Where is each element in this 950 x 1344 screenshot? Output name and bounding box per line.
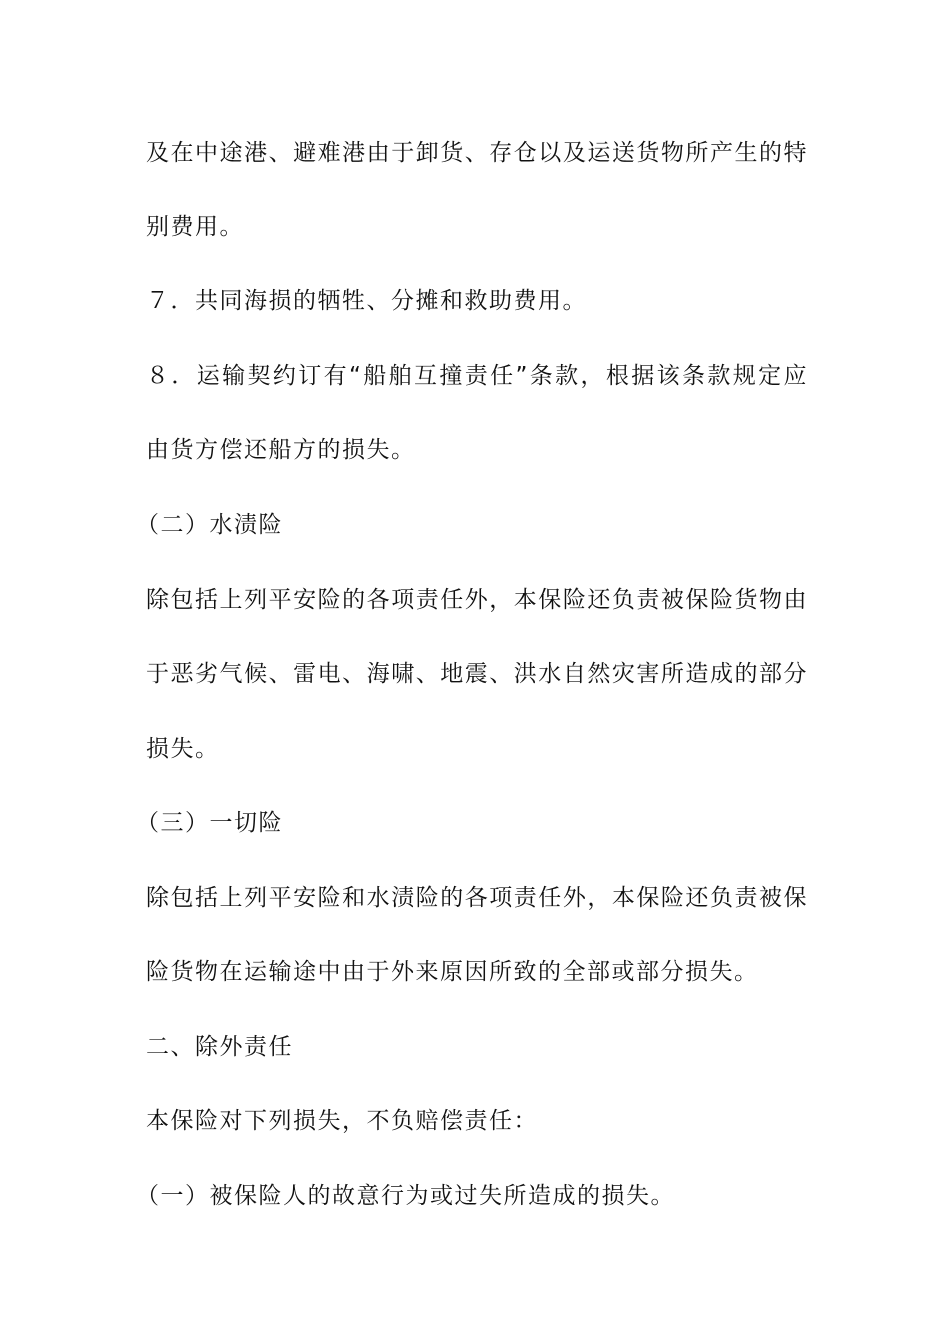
paragraph-line: 及在中途港、避难港由于卸货、存仓以及运送货物所产生的特 xyxy=(146,140,808,166)
exclusion-item-1: （一）被保险人的故意行为或过失所造成的损失。 xyxy=(136,1183,675,1209)
paragraph-line: 由货方偿还船方的损失。 xyxy=(146,437,416,463)
list-item-8: ８．运输契约订有“船舶互撞责任”条款，根据该条款规定应 xyxy=(146,363,808,389)
paragraph-line: 除包括上列平安险的各项责任外，本保险还负责被保险货物由 xyxy=(146,587,808,613)
paragraph-line: 损失。 xyxy=(146,736,220,762)
section-heading-all-risks: （三）一切险 xyxy=(136,810,283,836)
paragraph-line: 别费用。 xyxy=(146,214,244,240)
section-heading-water-damage: （二）水渍险 xyxy=(136,512,283,538)
list-item-7: ７．共同海损的牺牲、分摊和救助费用。 xyxy=(146,288,587,314)
paragraph-line: 本保险对下列损失，不负赔偿责任： xyxy=(146,1108,538,1134)
section-heading-exclusions: 二、除外责任 xyxy=(146,1034,293,1060)
paragraph-line: 除包括上列平安险和水渍险的各项责任外，本保险还负责被保 xyxy=(146,885,808,911)
paragraph-line: 于恶劣气候、雷电、海啸、地震、洪水自然灾害所造成的部分 xyxy=(146,661,808,687)
paragraph-line: 险货物在运输途中由于外来原因所致的全部或部分损失。 xyxy=(146,959,759,985)
